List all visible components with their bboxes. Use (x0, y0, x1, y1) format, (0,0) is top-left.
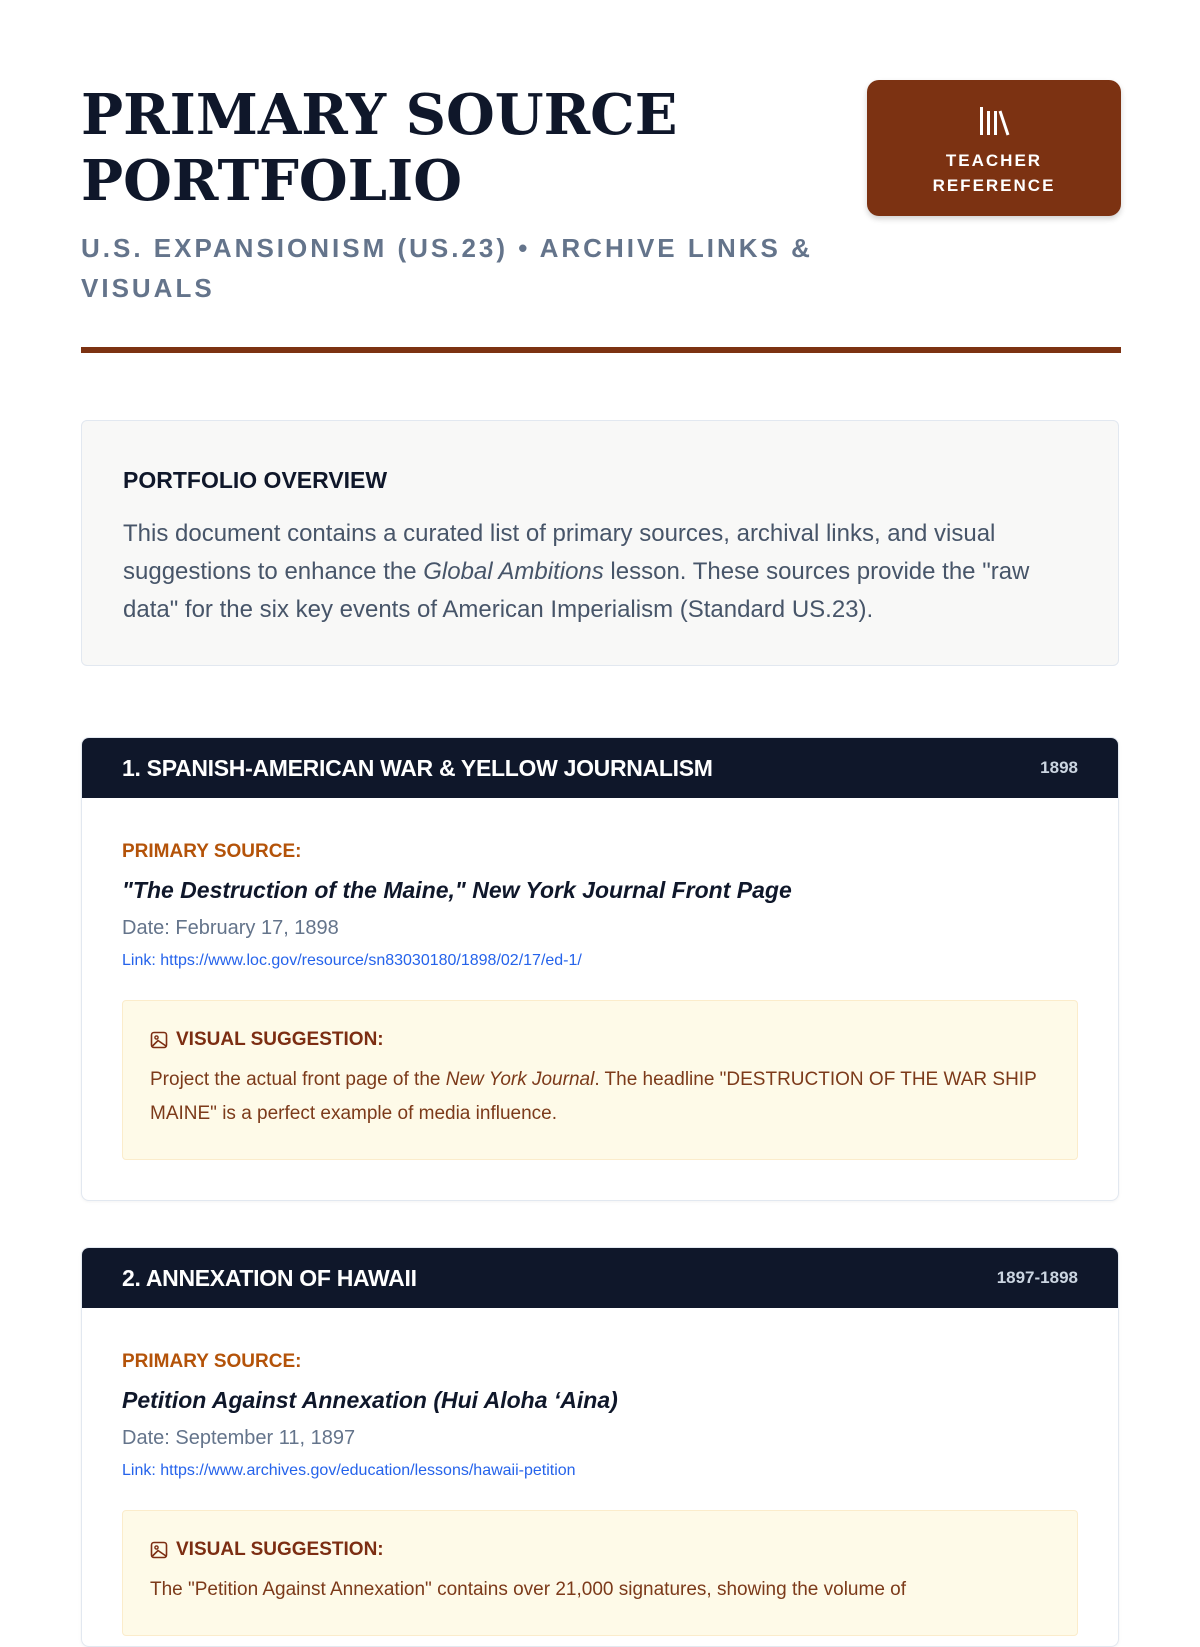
badge-line-1: TEACHER (945, 151, 1043, 170)
visual-suggestion-text (150, 1063, 1050, 1131)
header-divider (81, 347, 1121, 353)
title-line-2: PORTFOLIO (81, 148, 463, 214)
page-header (81, 0, 1121, 356)
overview-heading: PORTFOLIO OVERVIEW (123, 467, 388, 493)
badge-line-2: REFERENCE (932, 176, 1056, 195)
badge-label (894, 148, 1094, 198)
card-title: 1. SPANISH-AMERICAN WAR & YELLOW JOURNALISM (122, 754, 713, 781)
primary-source-date: Date: September 11, 1897 (122, 1427, 356, 1449)
card-title: 2. ANNEXATION OF HAWAII (122, 1264, 417, 1291)
card-body (82, 1308, 1118, 1647)
primary-source-date: Date: February 17, 1898 (122, 917, 339, 939)
visual-suggestion-header (150, 1027, 1050, 1053)
visual-text-before: The "Petition Against Annexation" contains over 21,000 signatures, showing the volume of (150, 1579, 907, 1600)
library-icon (977, 104, 1011, 138)
overview-text-after: lesson. These sources provide the "raw data" for the six key events of American Imperialism (Standard US.23). (123, 558, 1030, 623)
card-body (82, 798, 1118, 1200)
primary-source-title: "The Destruction of the Maine," New York Journal Front Page (122, 877, 792, 903)
archive-link[interactable]: Link: https://www.loc.gov/resource/sn83030180/1898/02/17/ed-1/ (122, 952, 582, 969)
visual-suggestion-label: VISUAL SUGGESTION: (176, 1029, 384, 1050)
source-card (81, 737, 1119, 1201)
visual-text-emphasis: New York Journal (445, 1069, 595, 1090)
source-card (81, 1247, 1119, 1647)
teacher-reference-badge (867, 80, 1121, 216)
primary-source-label: PRIMARY SOURCE: (122, 841, 302, 862)
visual-text-before: Project the actual front page of the (150, 1069, 446, 1090)
card-years: 1897-1898 (996, 1268, 1078, 1287)
visual-suggestion (122, 1000, 1078, 1160)
page-subtitle: U.S. EXPANSIONISM (US.23) • ARCHIVE LINKS & VISUALS (81, 233, 813, 303)
title-line-1: PRIMARY SOURCE (81, 82, 678, 148)
page-title (81, 82, 841, 214)
document-page (81, 0, 1121, 1600)
overview-text-emphasis: Global Ambitions (423, 558, 604, 585)
primary-source-label: PRIMARY SOURCE: (122, 1351, 302, 1372)
image-icon (150, 1541, 168, 1559)
portfolio-overview (81, 420, 1119, 666)
card-header (82, 738, 1118, 798)
visual-suggestion (122, 1510, 1078, 1636)
visual-text-after: . The headline "DESTRUCTION OF THE WAR SHIP MAINE" is a perfect example of media influence. (150, 1069, 1037, 1124)
primary-source-title: Petition Against Annexation (Hui Aloha ‘Aina) (122, 1387, 618, 1413)
card-header (82, 1248, 1118, 1308)
card-years: 1898 (1040, 758, 1078, 777)
visual-suggestion-label: VISUAL SUGGESTION: (176, 1539, 384, 1560)
archive-link[interactable]: Link: https://www.archives.gov/education/lessons/hawaii-petition (122, 1462, 576, 1479)
visual-suggestion-text (150, 1573, 1050, 1607)
visual-suggestion-header (150, 1537, 1050, 1563)
overview-text-before: This document contains a curated list of primary sources, archival links, and visual suggestions to enhance the (123, 520, 996, 585)
image-icon (150, 1031, 168, 1049)
overview-text (123, 515, 1077, 629)
